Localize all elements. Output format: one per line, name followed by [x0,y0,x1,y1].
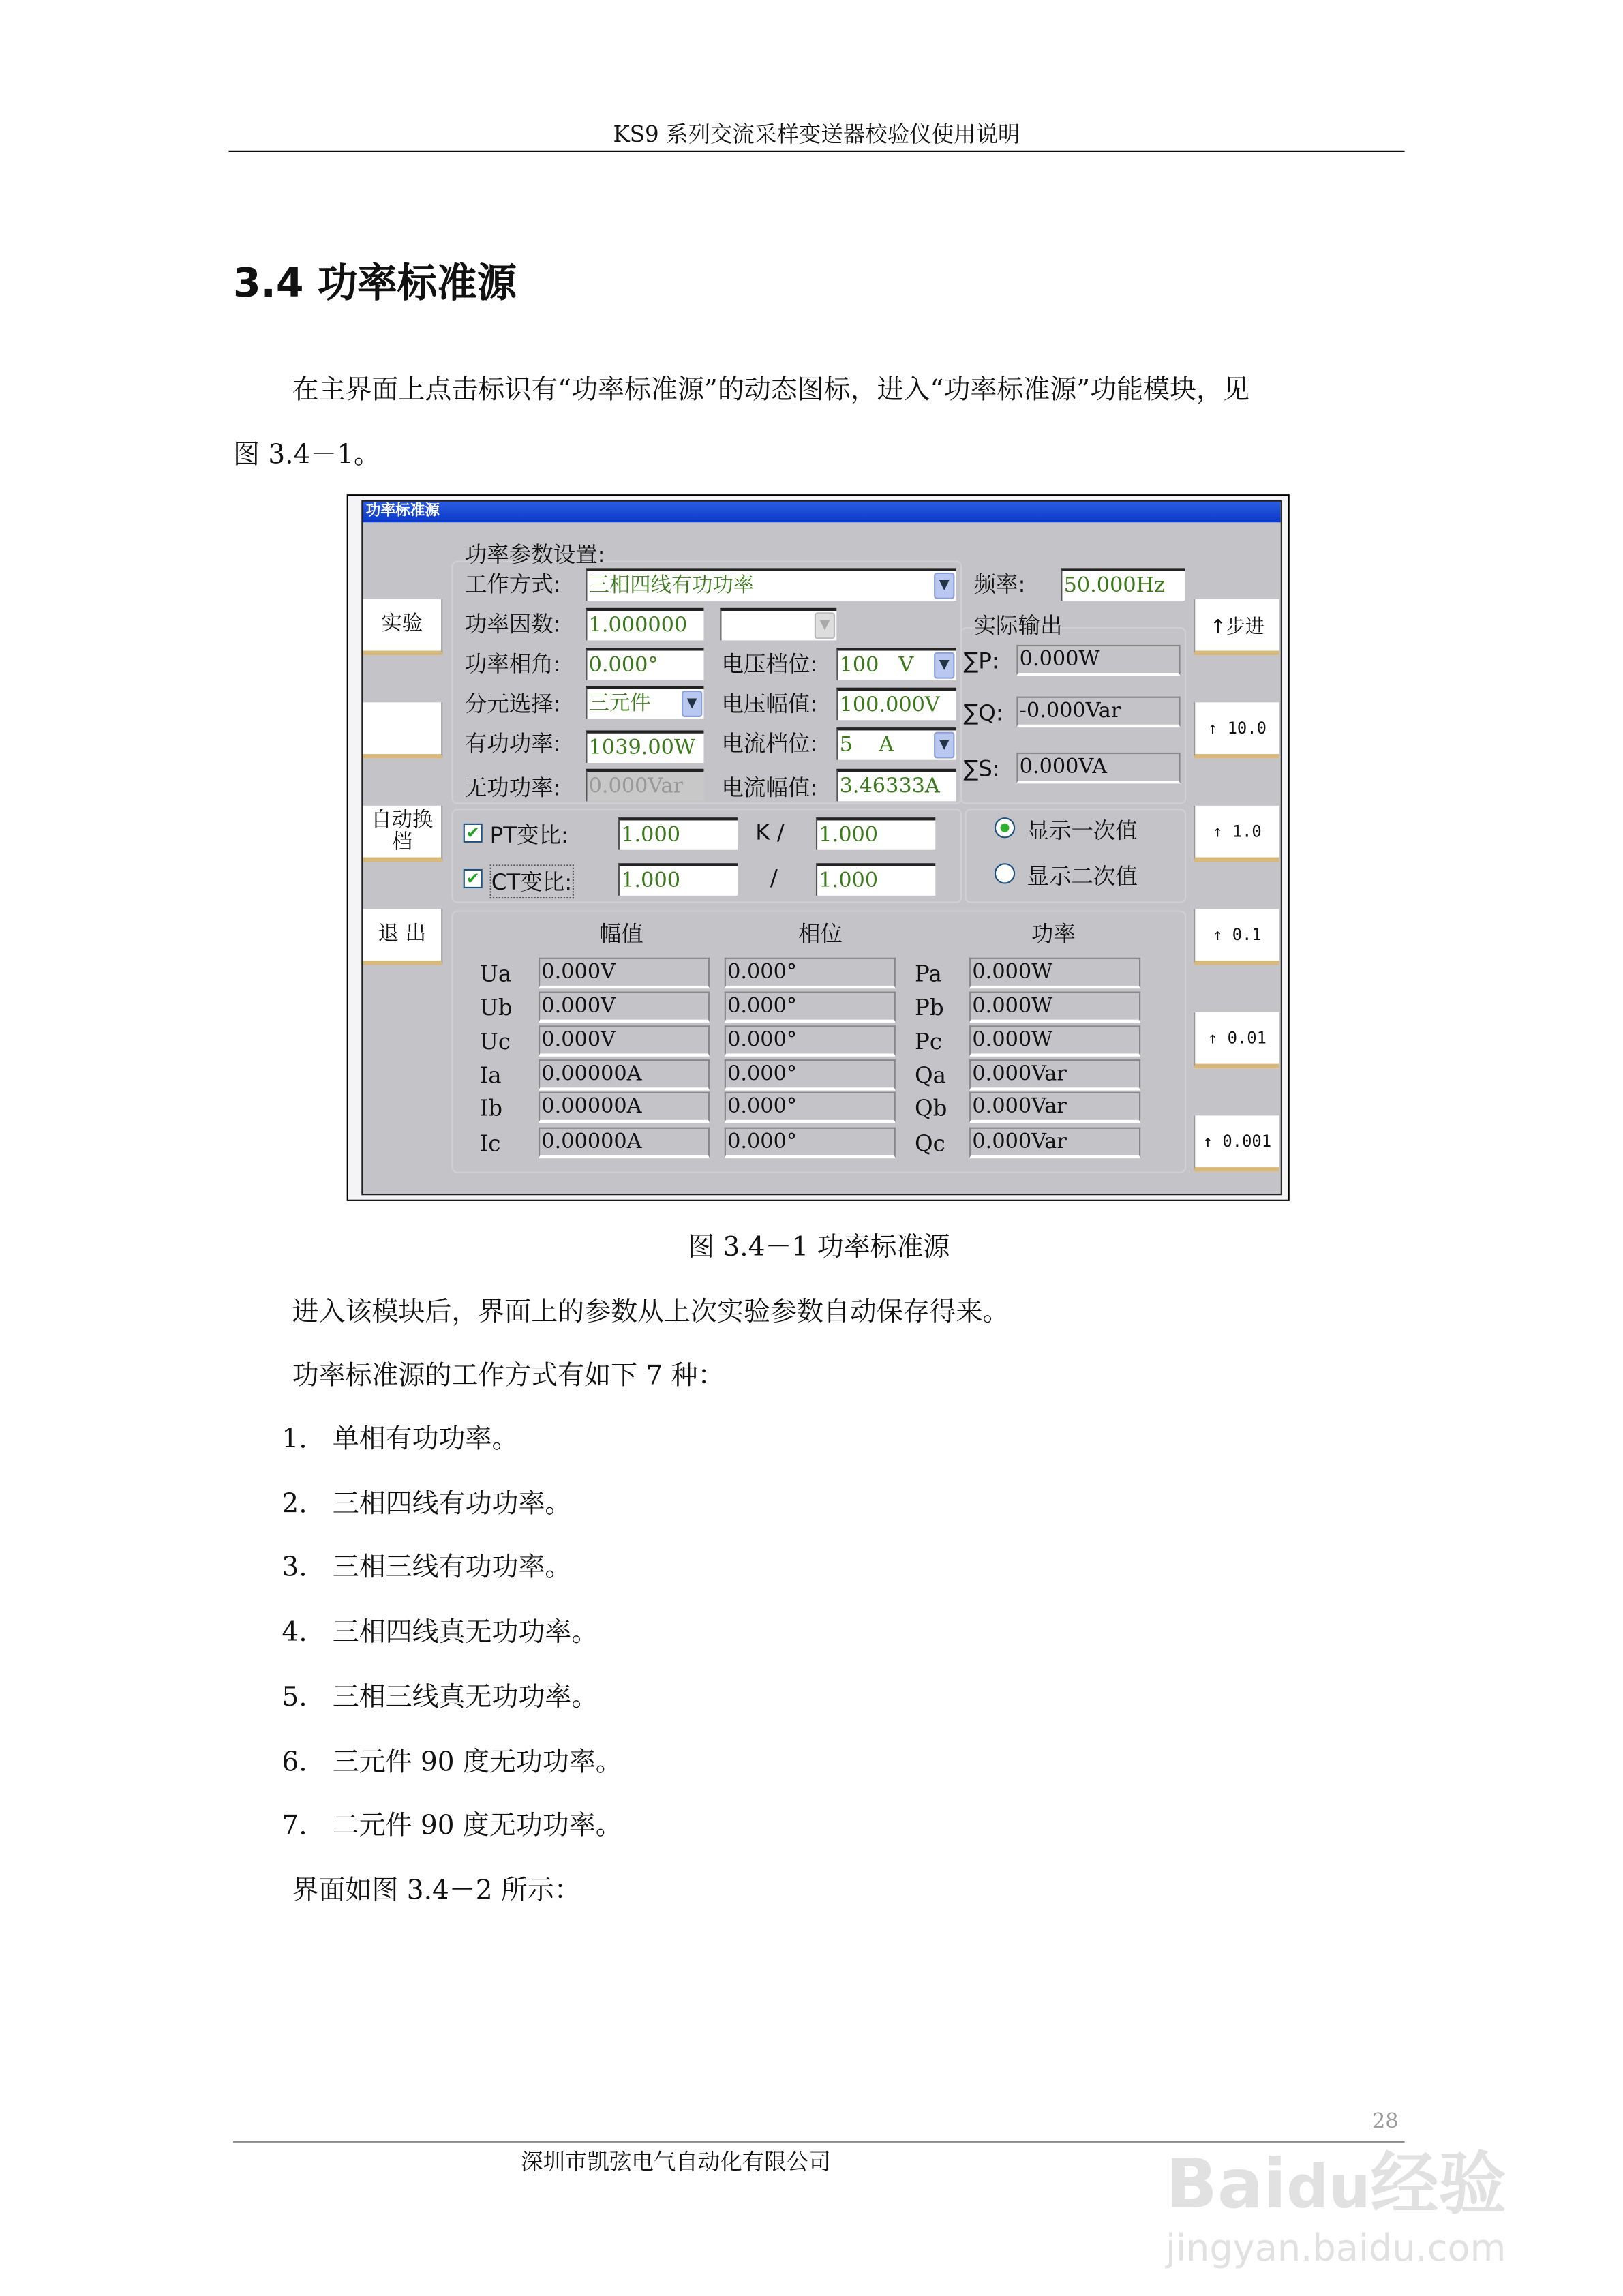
vamp-input[interactable]: 100.000V [836,688,956,721]
mode-select[interactable] [586,568,956,601]
list-item: 6. 三元件 90 度无功功率。 [282,1746,622,1778]
p-input[interactable]: 1039.00W [586,730,703,763]
phase-value: 0.000° [725,992,896,1023]
sumQ-label: ∑Q: [963,699,1003,726]
element-select[interactable] [586,686,703,719]
primary-value-label: 显示一次值 [1027,817,1138,845]
chevron-down-icon[interactable]: ▼ [934,573,954,599]
pt-label: PT变比: [489,821,568,849]
col-phase: 相位 [798,920,843,948]
power-row-label: Pb [914,994,944,1021]
element-value: 三元件 [588,692,651,716]
list-item: 5. 三相三线真无功功率。 [282,1682,598,1713]
freq-label: 频率: [973,571,1026,598]
list-item: 1. 单相有功功率。 [282,1423,519,1455]
baidu-watermark: Baidu经验 [1165,2144,1506,2224]
power-value: 0.000W [969,992,1140,1023]
ct-primary-input[interactable]: 1.000 [618,863,738,896]
power-value: 0.000W [969,1025,1140,1056]
row-label: Ib [479,1095,503,1122]
ct-separator: / [770,864,778,892]
power-value: 0.000Var [969,1128,1140,1158]
irange-label: 电流档位: [721,730,818,757]
power-row-label: Qb [914,1095,947,1122]
pt-separator: K / [755,819,785,846]
vrange-value: 100 V [839,653,914,678]
section-title: 3.4 功率标准源 [232,261,517,307]
figure-caption: 图 3.4－1 功率标准源 [688,1232,950,1263]
pf-label: 功率因数: [464,611,561,638]
mode-value: 三相四线有功功率 [588,573,755,598]
primary-value-radio[interactable] [995,817,1015,838]
phase-value: 0.000° [725,1092,896,1123]
actual-output-label: 实际输出 [973,612,1063,639]
group-title: 功率参数设置: [464,541,605,569]
secondary-value-radio[interactable] [995,863,1015,883]
iamp-label: 电流幅值: [721,774,818,802]
power-value: 0.000Var [969,1092,1140,1123]
amplitude-value: 0.000V [539,958,710,988]
pt-checkbox[interactable]: ✔ [464,824,483,843]
q-label: 无功功率: [464,774,561,802]
mode-label: 工作方式: [464,571,561,598]
blank-button[interactable] [363,702,442,758]
pf-combo[interactable] [720,608,836,641]
paragraph: 功率标准源的工作方式有如下 7 种： [292,1360,725,1392]
col-power: 功率 [1031,920,1076,948]
row-label: Ub [479,994,513,1021]
paragraph: 界面如图 3.4－2 所示： [292,1875,581,1907]
vrange-select[interactable] [836,648,956,680]
vrange-label: 电压档位: [721,650,818,678]
sumP-value: 0.000W [1016,645,1180,676]
freq-input[interactable]: 50.000Hz [1061,568,1185,601]
row-label: Ia [479,1062,502,1089]
page-number: 28 [1371,2110,1399,2134]
amplitude-value: 0.00000A [539,1128,710,1158]
power-row-label: Pa [914,961,942,988]
list-item: 7. 二元件 90 度无功功率。 [282,1811,622,1842]
list-item: 4. 三相四线真无功功率。 [282,1617,598,1648]
element-label: 分元选择: [464,690,561,717]
ct-secondary-input[interactable]: 1.000 [816,863,935,896]
intro-text-2: 图 3.4－1。 [232,440,381,471]
pt-primary-input[interactable]: 1.000 [618,817,738,850]
exit-button[interactable]: 退 出 [363,909,442,965]
step-button[interactable]: ↑步进 [1194,599,1279,655]
figure-screenshot [347,494,1290,1201]
irange-select[interactable] [836,727,956,760]
row-label: Ua [479,961,512,988]
angle-input[interactable]: 0.000° [586,648,703,680]
amplitude-value: 0.000V [539,1025,710,1056]
chevron-down-icon[interactable]: ▼ [934,652,954,679]
p-label: 有功功率: [464,730,561,757]
power-row-label: Qa [914,1062,946,1089]
step-0.01-button[interactable]: ↑ 0.01 [1194,1012,1279,1068]
baidu-watermark-url: jingyan.baidu.com [1165,2226,1506,2270]
intro-text: 在主界面上点击标识有“功率标准源”的动态图标，进入“功率标准源”功能模块，见 [292,374,1249,406]
window-title: 功率标准源 [363,502,1280,522]
footer-divider [233,2141,1405,2143]
phase-value: 0.000° [725,958,896,988]
phase-value: 0.000° [725,1025,896,1056]
running-header: KS9 系列交流采样变送器校验仪使用说明 [613,121,1020,148]
step-0.1-button[interactable]: ↑ 0.1 [1194,909,1279,965]
col-amplitude: 幅值 [598,920,643,948]
chevron-down-icon[interactable]: ▼ [682,691,702,717]
vamp-label: 电压幅值: [721,690,818,717]
list-item: 2. 三相四线有功功率。 [282,1488,572,1520]
ct-label: CT变比: [490,864,574,898]
sumP-label: ∑P: [963,648,999,675]
power-row-label: Qc [914,1130,945,1157]
list-item: 3. 三相三线有功功率。 [282,1552,572,1584]
phase-value: 0.000° [725,1059,896,1090]
test-button[interactable]: 实验 [363,599,442,655]
sumS-label: ∑S: [963,755,1000,783]
power-value: 0.000Var [969,1059,1140,1090]
auto-range-button[interactable]: 自动换档 [363,806,442,862]
irange-value: 5 A [839,733,894,757]
sumS-value: 0.000VA [1016,753,1180,783]
row-label: Uc [479,1028,511,1055]
q-input: 0.000Var [586,769,703,802]
sumQ-value: -0.000Var [1016,697,1180,727]
step-10-button[interactable]: ↑ 10.0 [1194,702,1279,758]
power-source-window [361,500,1282,1195]
secondary-value-label: 显示二次值 [1027,863,1138,890]
step-1-button[interactable]: ↑ 1.0 [1194,806,1279,862]
amplitude-value: 0.000V [539,992,710,1023]
amplitude-value: 0.00000A [539,1059,710,1090]
row-label: Ic [479,1130,501,1157]
step-0.001-button[interactable]: ↑ 0.001 [1194,1115,1279,1171]
paragraph: 进入该模块后，界面上的参数从上次实验参数自动保存得来。 [292,1297,1010,1329]
pt-secondary-input[interactable]: 1.000 [816,817,935,850]
pf-input[interactable]: 1.000000 [586,608,703,641]
amplitude-value: 0.00000A [539,1092,710,1123]
chevron-down-icon[interactable]: ▼ [934,732,954,759]
chevron-down-icon[interactable]: ▼ [815,612,835,639]
ct-checkbox[interactable]: ✔ [464,869,483,888]
header-divider [228,151,1404,152]
footer-company: 深圳市凯弦电气自动化有限公司 [521,2148,831,2175]
power-row-label: Pc [914,1028,943,1055]
iamp-input[interactable]: 3.46333A [836,769,956,802]
phase-value: 0.000° [725,1128,896,1158]
angle-label: 功率相角: [464,650,561,678]
power-value: 0.000W [969,958,1140,988]
